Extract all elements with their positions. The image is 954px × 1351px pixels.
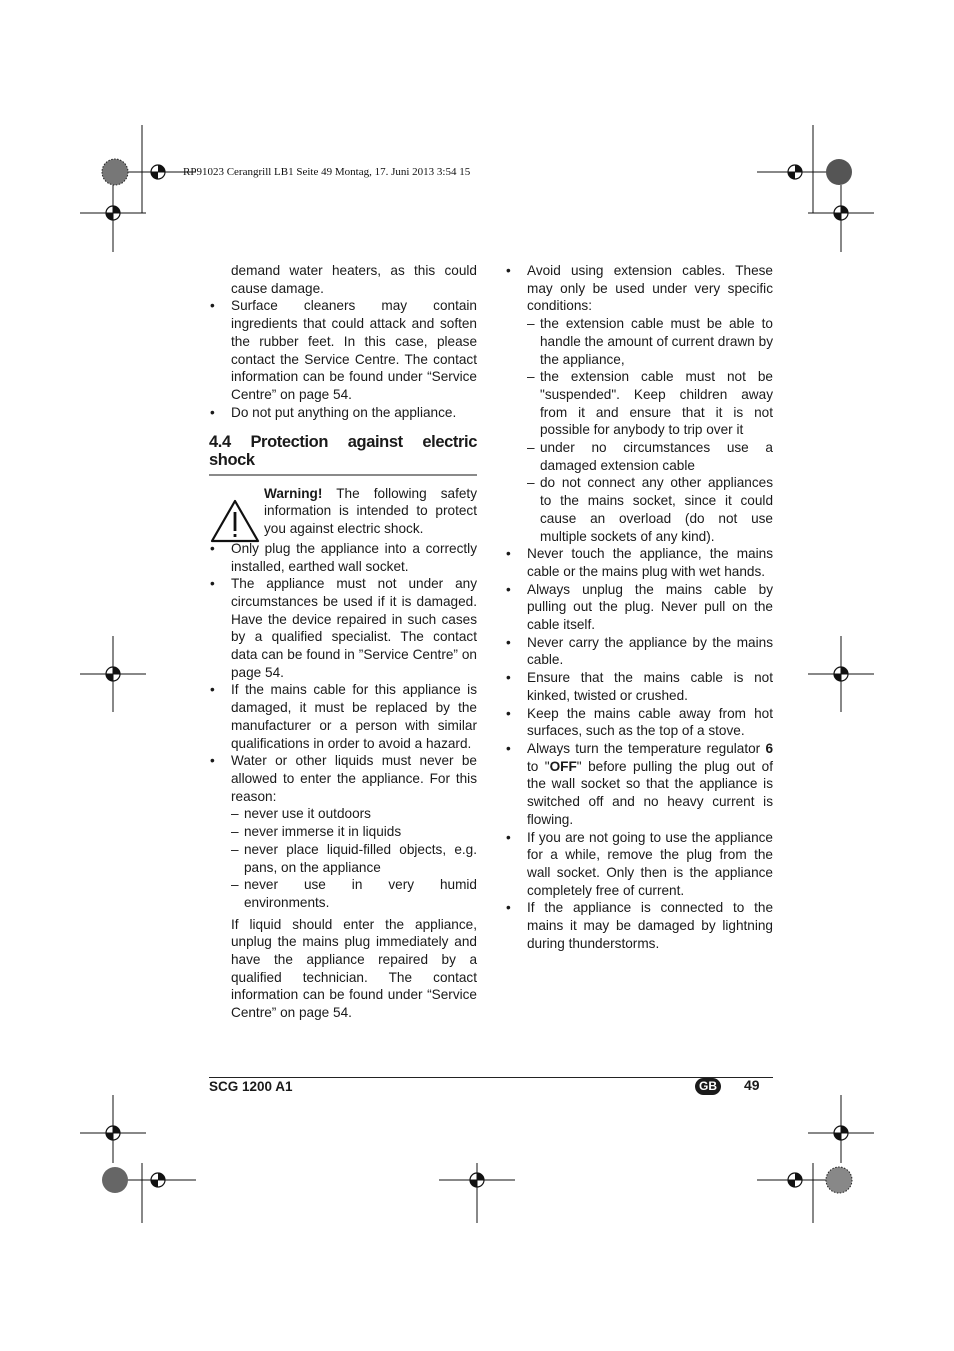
liquid-enter-paragraph: If liquid should enter the appliance, unplug the mains plug immediately and have the appliance repaired by a qualified technician. The contact information can be found under “Service Centre” on page 54. [231, 916, 477, 1021]
bullet-carry-cable: • Never carry the appliance by the mains cable. [505, 634, 773, 669]
print-header: RP91023 Cerangrill LB1 Seite 49 Montag, 17. Juni 2013 3:54 15 [183, 166, 471, 178]
bullet-earthed-socket: • Only plug the appliance into a correctly installed, earthed wall socket. [209, 540, 477, 575]
continued-paragraph: demand water heaters, as this could cause damage. [231, 263, 477, 296]
bullet-nothing-on-appliance: • Do not put anything on the appliance. [209, 404, 477, 422]
sub-item-current: – the extension cable must be able to handle the amount of current drawn by the appliance, [505, 315, 773, 368]
language-badge: GB [695, 1078, 721, 1095]
footer-model: SCG 1200 A1 [209, 1079, 293, 1094]
warning-label: Warning! [264, 485, 323, 501]
section-heading: 4.4 Protection against electric shock [209, 434, 477, 475]
bullet-surface-cleaners: • Surface cleaners may contain ingredients that could attack and soften the rubber feet. In this case, please contact the Service Centre. The contact information can be found under “Service Centre” on page 54. [209, 297, 477, 403]
bullet-lightning: • If the appliance is connected to the mains it may be damaged by lightning during thunderstorms. [505, 899, 773, 952]
temp-text-c: " before pulling the plug out of the wall socket so that the appliance is switched off and no heavy current is flowing. [527, 758, 773, 827]
bullet-liquids: • Water or other liquids must never be allowed to enter the appliance. For this reason: [209, 752, 477, 805]
page-number: 49 [744, 1077, 760, 1093]
bullet-kinked: • Ensure that the mains cable is not kinked, twisted or crushed. [505, 669, 773, 704]
sub-item-immerse: – never immerse it in liquids [209, 823, 477, 841]
bullet-pull-plug: • Always unplug the mains cable by pulling out the plug. Never pull on the cable itself. [505, 581, 773, 634]
off-label: OFF [549, 758, 577, 774]
temp-text-b: to " [527, 758, 550, 774]
regulator-number: 6 [765, 740, 773, 756]
bullet-damaged-appliance: • The appliance must not under any circumstances be used if it is damaged. Have the device repaired in such cases by a qualified specialist. The contact data can be found in ”Service Centre” on page 54. [209, 575, 477, 681]
bullet-hot-surfaces: • Keep the mains cable away from hot surfaces, such as the top of a stove. [505, 705, 773, 740]
bullet-mains-cable-replace: • If the mains cable for this appliance is damaged, it must be replaced by the manufacturer or a person with similar qualifications in order to avoid a hazard. [209, 681, 477, 752]
sub-item-overload: – do not connect any other appliances to the mains socket, since it could cause an overload (do not use multiple sockets of any kind). [505, 474, 773, 545]
bullet-wet-hands: • Never touch the appliance, the mains cable or the mains plug with wet hands. [505, 545, 773, 580]
sub-item-humid: – never use in very humid environments. [209, 876, 477, 911]
warning-body: The following safety information is intended to protect you against electric shock. [264, 485, 477, 537]
temp-text-a: Always turn the temperature regulator [527, 740, 766, 756]
bullet-not-in-use: • If you are not going to use the appliance for a while, remove the plug from the wall socket. Only then is the appliance completely free of current. [505, 829, 773, 900]
bullet-extension-cables: • Avoid using extension cables. These may only be used under very specific conditions: [505, 262, 773, 315]
sub-item-damaged-extension: – under no circumstances use a damaged extension cable [505, 439, 773, 474]
sub-item-outdoors: – never use it outdoors [209, 805, 477, 823]
sub-item-liquid-objects: – never place liquid-filled objects, e.g. pans, on the appliance [209, 841, 477, 876]
sub-item-suspended: – the extension cable must not be "suspended". Keep children away from it and ensure that it is not possible for anybody to trip over it [505, 368, 773, 439]
